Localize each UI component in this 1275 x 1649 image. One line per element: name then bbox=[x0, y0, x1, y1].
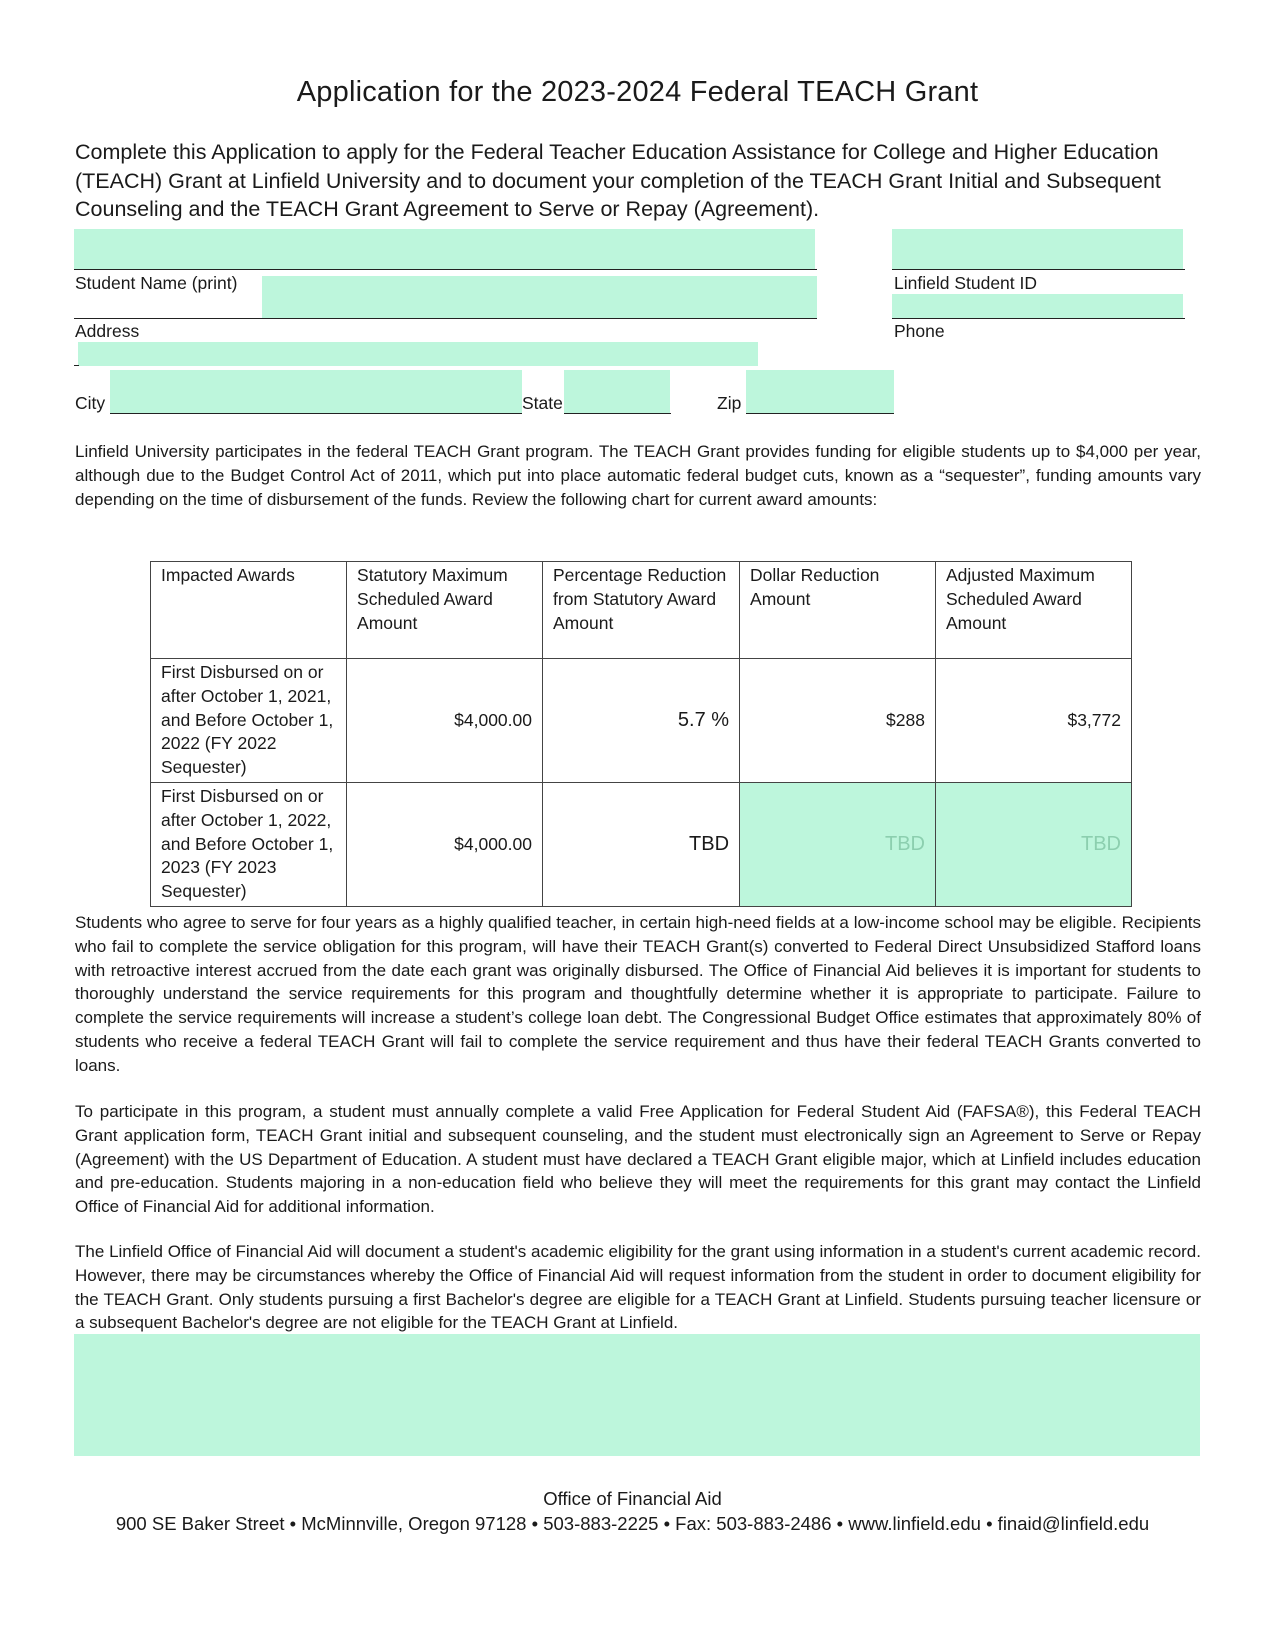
dollar-reduction: $288 bbox=[740, 659, 936, 783]
percentage-reduction: TBD bbox=[543, 782, 740, 906]
row-label: First Disbursed on or after October 1, 2021, and Before October 1, 2022 (FY 2022 Sequester) bbox=[151, 659, 347, 783]
header-percentage-reduction: Percentage Reduction from Statutory Award Amount bbox=[543, 562, 740, 659]
row-label: First Disbursed on or after October 1, 2022, and Before October 1, 2023 (FY 2023 Sequester) bbox=[151, 782, 347, 906]
page-title: Application for the 2023-2024 Federal TEACH Grant bbox=[296, 76, 979, 108]
student-name-underline bbox=[74, 269, 817, 270]
student-id-field[interactable] bbox=[892, 229, 1183, 269]
student-id-underline bbox=[892, 269, 1185, 270]
address-field[interactable] bbox=[262, 276, 817, 318]
state-label: State bbox=[522, 393, 563, 413]
header-impacted-awards: Impacted Awards bbox=[151, 562, 347, 659]
address-line2-field[interactable] bbox=[78, 342, 758, 366]
state-underline bbox=[564, 413, 671, 414]
notes-field[interactable] bbox=[74, 1334, 1200, 1456]
student-id-label: Linfield Student ID bbox=[894, 273, 1038, 293]
phone-underline bbox=[892, 318, 1185, 319]
footer-office: Office of Financial Aid bbox=[543, 1488, 722, 1509]
address-label: Address bbox=[75, 321, 140, 341]
paragraph-eligibility: The Linfield Office of Financial Aid will document a student's academic eligibility for the grant using information in a student's current academic record. However, there may be circumstances whereby the Office of Financial Aid will request information from the student in order to document eligibility for the TEACH Grant. Only students pursuing a first Bachelor's degree are eligible for a TEACH Grant at Linfield. Students pursuing teacher licensure or a subsequent Bachelor's degree are not eligible for the TEACH Grant at Linfield. bbox=[75, 1242, 1201, 1333]
percentage-reduction: 5.7 % bbox=[543, 659, 740, 783]
zip-label: Zip bbox=[717, 393, 742, 413]
intro-text: Complete this Application to apply for the Federal Teacher Education Assistance for College and Higher Education (TEACH) Grant at Linfield University and to document your completion of the TEACH Grant Initial and Subsequent Counseling and the TEACH Grant Agreement to Serve or Repay (Agreement). bbox=[75, 140, 1161, 221]
student-name-label: Student Name (print) bbox=[75, 273, 238, 293]
footer-contact: 900 SE Baker Street • McMinnville, Oregon 97128 • 503-883-2225 • Fax: 503-883-2486 • www.linfield.edu • finaid@linfield.edu bbox=[115, 1513, 1150, 1534]
table-header-row bbox=[151, 562, 1132, 659]
zip-underline bbox=[746, 413, 894, 414]
table-row bbox=[151, 659, 1132, 783]
zip-field[interactable] bbox=[746, 370, 894, 414]
city-field[interactable] bbox=[110, 370, 522, 414]
address-underline bbox=[74, 318, 817, 319]
table-row bbox=[151, 782, 1132, 906]
statutory-amount: $4,000.00 bbox=[347, 659, 543, 783]
adjusted-amount: $3,772 bbox=[935, 659, 1131, 783]
adjusted-amount-field[interactable]: TBD bbox=[935, 782, 1131, 906]
state-field[interactable] bbox=[564, 370, 670, 414]
header-dollar-reduction: Dollar Reduction Amount bbox=[740, 562, 936, 659]
header-adjusted-maximum: Adjusted Maximum Scheduled Award Amount bbox=[935, 562, 1131, 659]
city-underline bbox=[110, 413, 522, 414]
paragraph-service-obligation: Students who agree to serve for four years as a highly qualified teacher, in certain high-need fields at a low-income school may be eligible. Recipients who fail to complete the service obligation for this program, will have their TEACH Grant(s) converted to Federal Direct Unsubsidized Stafford loans with retroactive interest accrued from the date each grant was originally disbursed. The Office of Financial Aid believes it is important for students to thoroughly understand the service requirements for this program and thoughtfully determine whether it is appropriate to participate. Failure to complete the service requirements will increase a student’s college loan debt. The Congressional Budget Office estimates that approximately 80% of students who receive a federal TEACH Grant will fail to complete the service requirement and thus have their federal TEACH Grants converted to loans. bbox=[75, 913, 1201, 1075]
address-line2-underline bbox=[74, 365, 79, 366]
phone-field[interactable] bbox=[892, 294, 1183, 318]
paragraph-participation: To participate in this program, a student must annually complete a valid Free Application for Federal Student Aid (FAFSA®), this Federal TEACH Grant application form, TEACH Grant initial and subsequent counseling, and the student must electronically sign an Agreement to Serve or Repay (Agreement) with the US Department of Education. A student must have declared a TEACH Grant eligible major, which at Linfield includes education and pre-education. Students majoring in a non-education field who believe they will meet the requirements for this grant may contact the Linfield Office of Financial Aid for additional information. bbox=[75, 1102, 1201, 1217]
student-name-field[interactable] bbox=[74, 229, 815, 269]
paragraph-funding: Linfield University participates in the federal TEACH Grant program. The TEACH Grant provides funding for eligible students up to $4,000 per year, although due to the Budget Control Act of 2011, which put into place automatic federal budget cuts, known as a “sequester”, funding amounts vary depending on the time of disbursement of the funds. Review the following chart for current award amounts: bbox=[75, 442, 1201, 509]
city-label: City bbox=[75, 393, 106, 413]
statutory-amount: $4,000.00 bbox=[347, 782, 543, 906]
header-statutory-maximum: Statutory Maximum Scheduled Award Amount bbox=[347, 562, 543, 659]
dollar-reduction-field[interactable]: TBD bbox=[740, 782, 936, 906]
awards-table bbox=[150, 561, 1132, 907]
phone-label: Phone bbox=[894, 321, 945, 341]
